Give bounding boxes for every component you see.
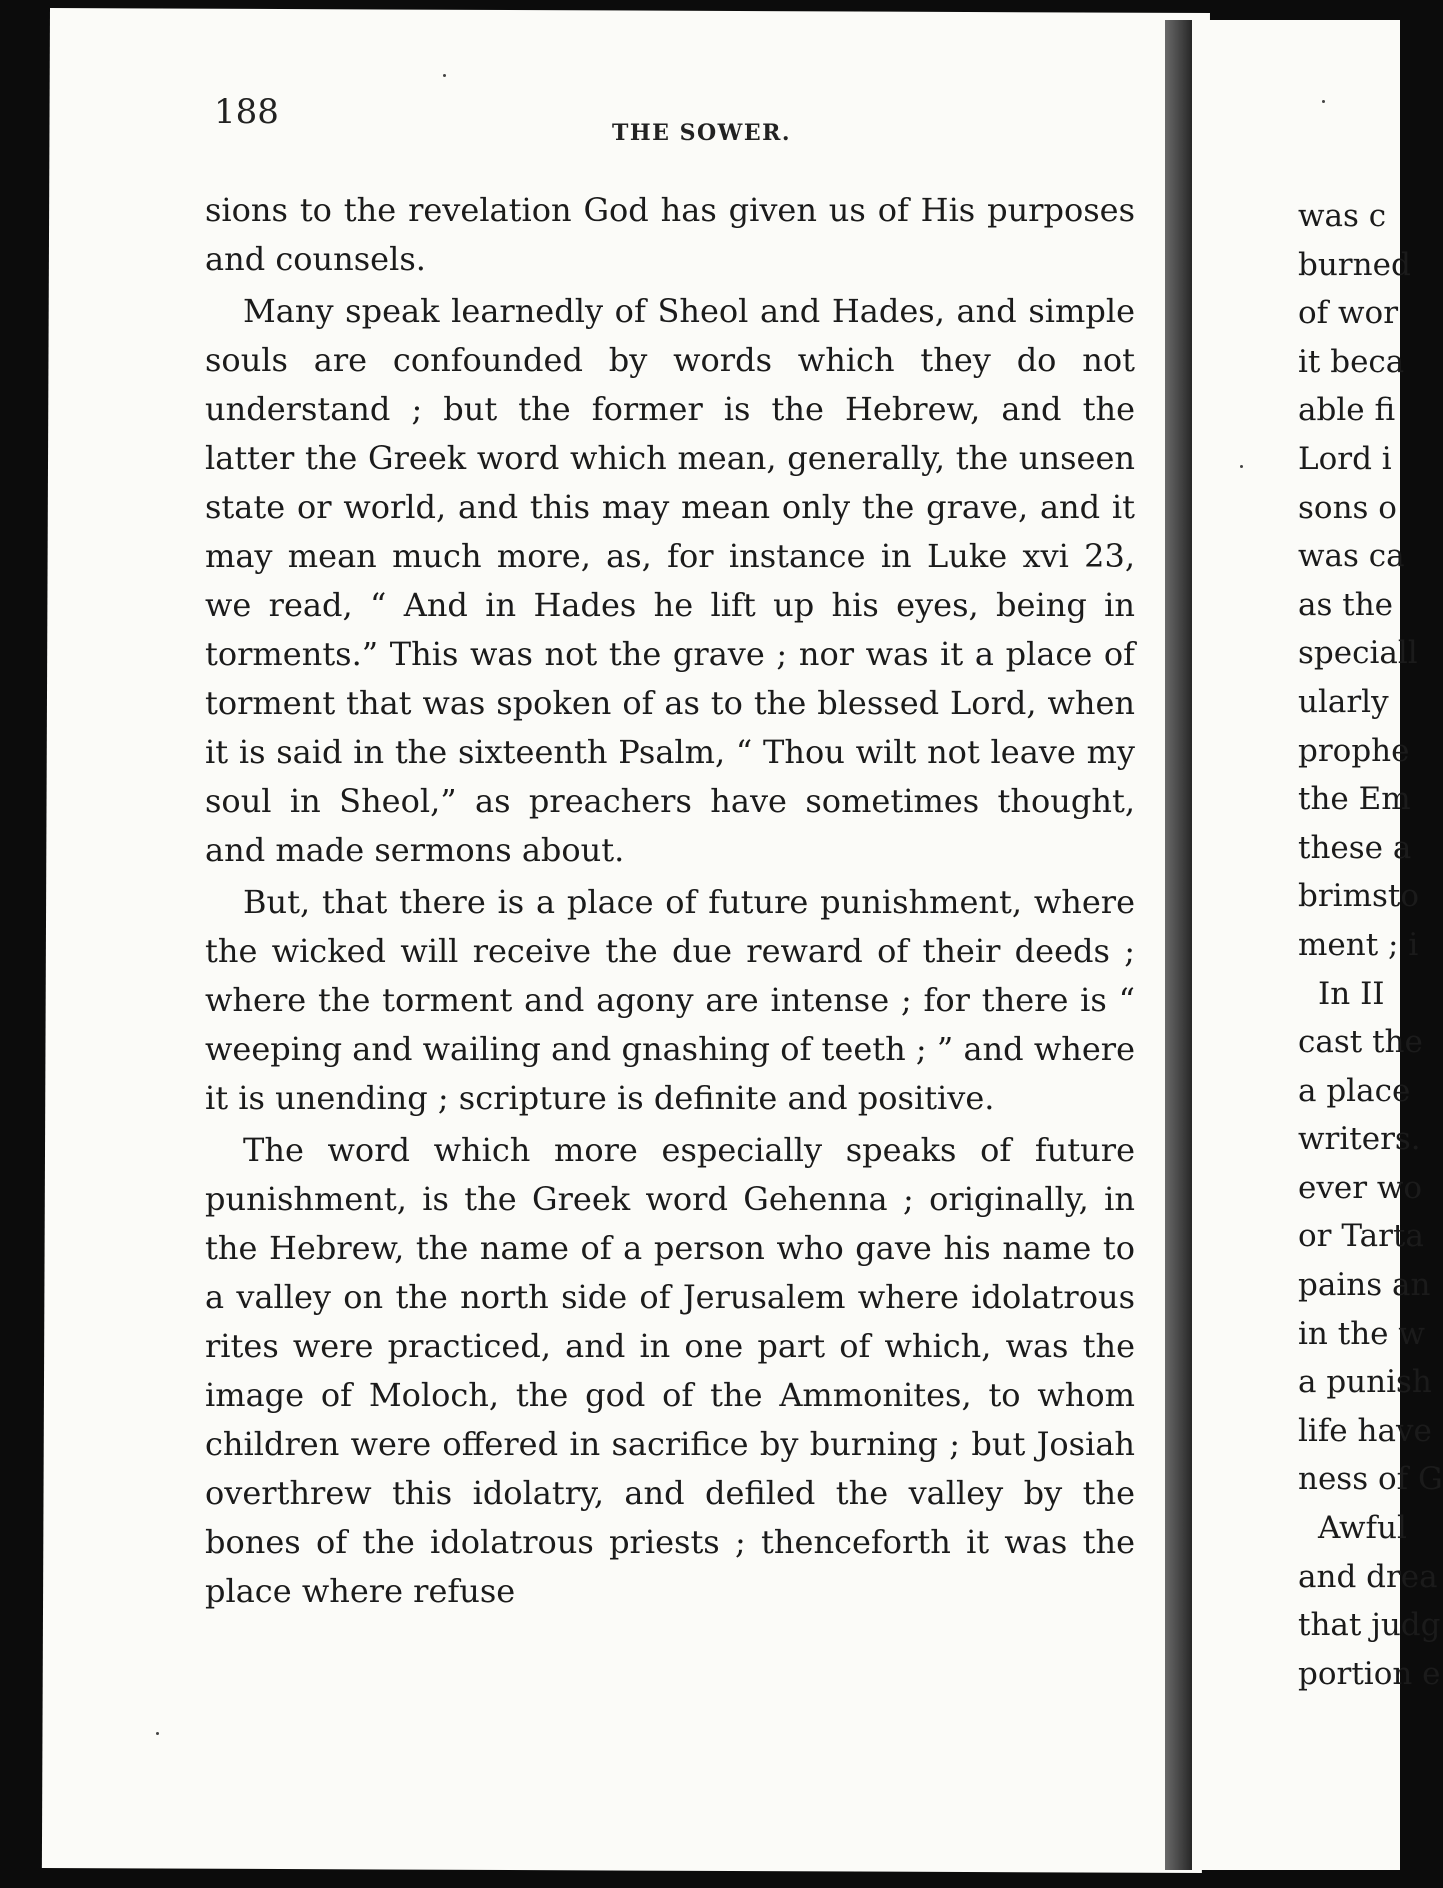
right-page-line: ness of G (1298, 1461, 1443, 1498)
paragraph: sions to the revelation God has given us of His purposes and counsels. (205, 191, 1135, 278)
right-page-line: ment ; i (1298, 926, 1419, 963)
right-page-line: these a (1298, 829, 1412, 866)
right-page-line: sons o (1298, 489, 1397, 526)
right-page-line: or Tarta (1298, 1218, 1424, 1255)
right-page-line: Awful (1318, 1510, 1407, 1547)
scan-speck (156, 1732, 159, 1735)
body-text (205, 186, 1135, 1616)
right-page-line: was ca (1298, 538, 1405, 575)
right-page-line: pains an (1298, 1267, 1431, 1304)
right-page-line: a punish (1298, 1364, 1432, 1401)
right-page-line: ularly (1298, 683, 1389, 720)
right-page-line: ever wo (1298, 1169, 1423, 1206)
right-page-line: the Em (1298, 781, 1411, 818)
scan-speck (1240, 465, 1243, 468)
right-page-line: of wor (1298, 295, 1399, 332)
right-page-line: in the w (1298, 1315, 1425, 1352)
right-page-line: was c (1298, 198, 1387, 234)
right-page-line: that judg (1298, 1607, 1441, 1644)
right-page-line: able fi (1298, 392, 1396, 429)
book-gutter (1165, 20, 1195, 1870)
right-page-line: it beca (1298, 343, 1405, 380)
right-page-text (1298, 192, 1443, 1698)
paragraph: But, that there is a place of future punishment, where the wicked will receive the due reward of their deeds ; where the torment and agony are intense ; for there is “ weeping and wailing and gnashing of teeth ; ” and where it is unending ; scripture is definite and positive. (205, 883, 1135, 1117)
right-page-line: portion e (1298, 1655, 1441, 1692)
right-page-line: life have (1298, 1412, 1432, 1449)
running-head: THE SOWER. (612, 120, 792, 146)
right-page-line: a place (1298, 1072, 1411, 1109)
scan-speck (443, 74, 446, 77)
right-page-line: writers. (1298, 1121, 1421, 1158)
paragraph: Many speak learnedly of Sheol and Hades, and simple souls are confounded by words which they do not understand ; but the former is the Hebrew, and the latter the Greek word which mean, generally, the unseen state or world, and this may mean only the grave, and it may mean much more, as, for instance in Luke xvi 23, we read, “ And in Hades he lift up his eyes, being in torments.” This was not the grave ; nor was it a place of torment that was spoken of as to the blessed Lord, when it is said in the sixteenth Psalm, “ Thou wilt not leave my soul in Sheol,” as preachers have sometimes thought, and made sermons about. (205, 292, 1135, 869)
paragraph: The word which more especially speaks of future punishment, is the Greek word Gehenna ; originally, in the Hebrew, the name of a person who gave his name to a valley on the north side of Jerusalem where idolatrous rites were practiced, and in one part of which, was the image of Moloch, the god of the Ammonites, to whom children were offered in sacrifice by burning ; but Josiah overthrew this idolatry, and defiled the valley by the bones of the idolatrous priests ; thenceforth it was the place where refuse (205, 1131, 1135, 1610)
right-page-line: burned (1298, 246, 1411, 283)
right-page-line: and drea (1298, 1558, 1438, 1595)
right-page-line: cast the (1298, 1024, 1423, 1061)
right-page-line: prophe (1298, 732, 1410, 769)
right-page-line: brimsto (1298, 878, 1420, 915)
right-page-line: In II (1318, 975, 1385, 1012)
right-page-line: Lord i (1298, 440, 1392, 477)
page-number: 188 (214, 92, 279, 132)
right-page-line: speciall (1298, 635, 1418, 672)
right-page-line: as the (1298, 586, 1394, 623)
scan-speck (1322, 100, 1325, 103)
